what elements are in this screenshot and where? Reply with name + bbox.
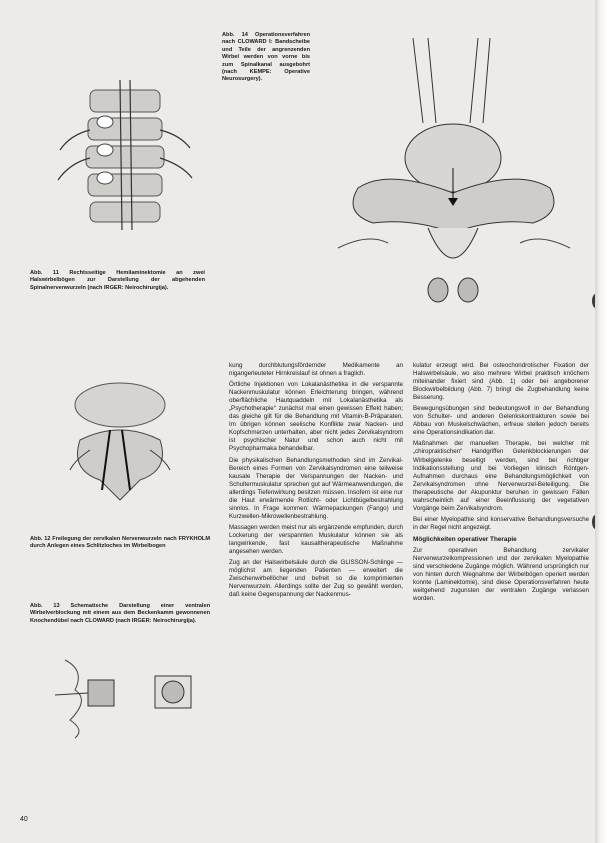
vertebra-slot-illustration — [30, 350, 210, 526]
paragraph: Maßnahmen der manuellen Therapie, bei welcher mit „chiropraktischen“ Handgriffen Gelenkblockierungen der Wirbelgelenke beseitigt werden, sind bei richtiger Indikationsstellung und bei Vorliegen klinisch Röntgen-Aufnahmen durchaus eine Behandlungsmöglichkeit von Zervikalsyndromen ohne Nervenwurzel-Beteiligung. Die therapeutische der Akupunktur beruhen in gewissen Fällen wahrscheinlich auf einer Beeinflussung der vegetativen Vorgänge beim Zervikalsyndrom. — [413, 440, 589, 512]
paragraph: Bewegungsübungen sind bedeutungsvoll in der Behandlung von Schulter- und anderen Gelenkskontrakturen sowie bei Abbau von Muskelschwächen, erfreue stellen jedoch bereits eine Operationsindikation dar. — [413, 405, 589, 437]
figure-abb13 — [30, 650, 210, 740]
cervical-vertebra-cross-section-illustration — [318, 28, 590, 310]
caption-abb13: Abb. 13 Schematische Darstellung einer ventralen Wirbelverblockung mit einem aus dem Beckenkamm gewonnenen Knochendübel nach CLOWARD (nach IRGER: Neirochirurgija). — [30, 603, 210, 624]
caption-abb12: Abb. 12 Freilegung der zervikalen Nervenwurzeln nach FRYKHOLM durch Anlegen eines Schlitzloches im Wirbelbogen — [30, 536, 210, 550]
figure-abb14 — [318, 28, 590, 310]
figure-abb12 — [30, 350, 210, 526]
page-number: 40 — [20, 816, 28, 823]
binding-edge — [595, 0, 607, 843]
paragraph: Bei einer Myelopathie sind konservative Behandlungsversuche in der Regel nicht angezeigt. — [413, 515, 589, 531]
section-heading: Möglichkeiten operativer Therapie — [413, 535, 517, 543]
text-column-middle — [229, 362, 403, 602]
paragraph: Örtliche Injektionen von Lokalanästhetika in die verspannte Nackenmuskulatur können Erleichterung bringen, während oberflächliche Hautquaddeln mit Lokalanästhetika als „Psychotherapie“ zunächst mal einen gewissen Effekt haben; das gleiche gilt für die Behandlung mit Vitamin-B-Präparaten. Im übrigen können seelische Konflikte zwar Nacken- und Kopfschmerzen unterhalten, aber nicht jedes Zervikalsyndrom ist psychischer Natur und schon auch nicht mit Psychopharmaka behandelbar. — [229, 381, 403, 453]
spine-posterior-illustration — [30, 30, 205, 262]
figure-abb11 — [30, 30, 205, 262]
caption-abb11: Abb. 11 Rechtsseitige Hemilaminektomie an zwei Halswirbelbögen zur Darstellung der abgehenden Spinalnervenwurzeln (nach IRGER: Neirochirurgija). — [30, 270, 205, 291]
dowel-fusion-illustration — [30, 650, 210, 740]
paragraph: Massagen werden meist nur als ergänzende empfunden, durch Lockerung der verspannten Muskulatur können sie als langwirkende, fast kausaltherapeutische Maßnahme angesehen werden. — [229, 523, 403, 556]
paragraph: kung durchblutungsfördernder Medikamente an nigangerleuteter Hirnkreislauf ist ohnen a fraglich. — [229, 362, 403, 378]
paragraph: Zur operativen Behandlung zervikaler Nervenwurzelkompressionen und der zervikalen Myelopathie sind verschiedene Zugänge möglich. Während ursprünglich nur von hinten durch Wegnahme der Wirbelbögen operiert werden konnte (Laminektomie), sind diese Operationsverfahren heute weitgehend zugunsten der ventralen Zugänge verlassen worden. — [413, 546, 589, 603]
paragraph: Die physikalischen Behandlungsmethoden sind im Zervikal-Bereich eines Formen von Zervikalsyndromen eine teilweise kausale Therapie der Verspannungen der Nacken- und Schultermuskulatur sprechen gut auf Wärmeanwendungen, die allerdings Tiefenwirkung besitzen müssen. Insofern ist eine nur die Haut erwärmende Rotlicht- oder Lichtbügelbestrahlung sinnlos. In Frage kommen: Wärmepackungen (Fango) und Kurzwellen-Mikrowellenbestrahlung. — [229, 456, 403, 520]
text-column-right — [413, 362, 589, 606]
paragraph: Zug an der Halswirbelsäule durch die GLISSON-Schlinge — möglichst am liegenden Patienten — erweitert die Zwischenwirbellöcher und befreit so die komprimierten Nervenwurzeln. Allerdings sollte der Zug so gewählt werden, daß keine Gegenspannung der Nackenmus- — [229, 559, 403, 599]
caption-abb14: Abb. 14 Operationsverfahren nach CLOWARD I: Bandscheibe und Teile der angrenzenden Wirbel werden von vorne bis zum Spinalkanal ausgebohrt (nach KEMPE: Operative Neurosurgery). — [222, 32, 310, 83]
paragraph: kulatur erzeugt wird. Bei osteochondrotischer Fixation der Halswirbelsäule, wo also mehrere Wirbel praktisch knöchern miteinander fixiert sind (Abb. 1) oder bei angeborener Blockwirbelbildung (Abb. 7) bringt die Zugbehandlung keine Besserung. — [413, 362, 589, 402]
